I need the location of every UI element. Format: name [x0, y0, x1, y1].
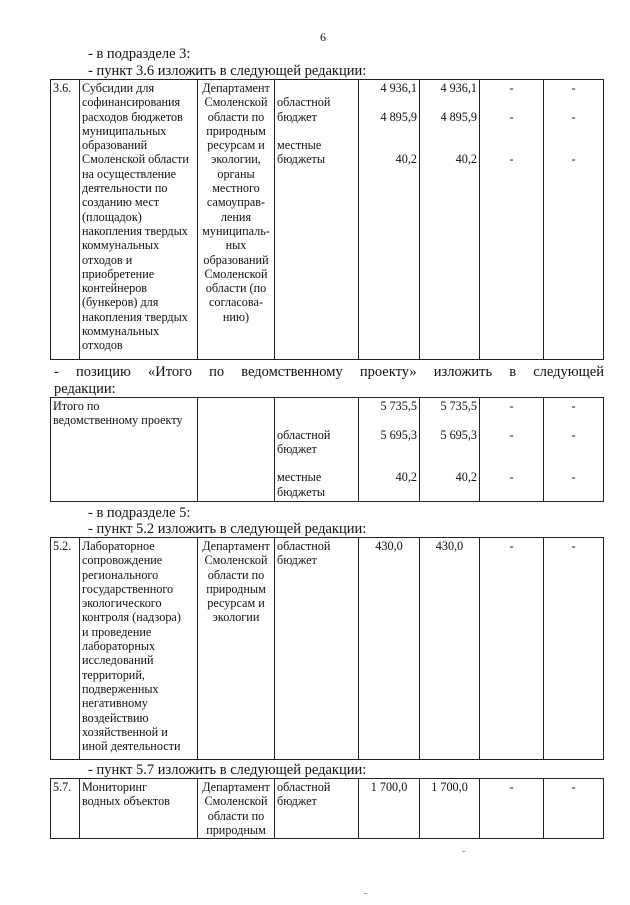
- year-1-amount-cell: [420, 80, 480, 360]
- cell-line: Смоленской: [204, 95, 268, 110]
- measure-name-cell: [80, 538, 198, 760]
- cell-line: 40,2: [455, 470, 477, 485]
- cell-line: [482, 442, 541, 456]
- cell-line: [482, 95, 541, 109]
- cell-line: приобретение: [82, 266, 155, 281]
- cell-line: исследований: [82, 653, 154, 668]
- total-label-cell: [51, 398, 198, 502]
- cell-line: -: [571, 81, 576, 95]
- cell-line: на осуществление: [82, 166, 177, 181]
- table-item-5-2: [50, 537, 604, 760]
- cell-line: иной деятельности: [82, 739, 181, 754]
- cell-line: [546, 456, 601, 470]
- cell-line: местные: [277, 470, 322, 485]
- cell-line: бюджет: [277, 109, 317, 124]
- cell-line: [361, 95, 417, 109]
- cell-line: экологии,: [211, 152, 261, 167]
- cell-line: областной: [277, 539, 331, 553]
- cell-line: отходов: [82, 338, 123, 353]
- year-3-amount-cell: [544, 80, 604, 360]
- cell-line: [361, 413, 417, 427]
- year-2-amount-cell: -: [480, 538, 544, 760]
- cell-line: -: [509, 427, 514, 442]
- cell-line: накопления твердых: [82, 223, 188, 238]
- itogo-heading-line2: редакции:: [54, 381, 116, 397]
- row-number: 5.2.: [51, 538, 80, 760]
- cell-line: накопления твердых: [82, 309, 188, 324]
- cell-line: областной: [277, 427, 331, 442]
- table-row: [51, 80, 604, 360]
- cell-line: [422, 124, 477, 138]
- funding-source-cell: [275, 398, 359, 502]
- cell-line: лабораторных: [82, 639, 156, 654]
- cell-line: экологии: [212, 610, 260, 625]
- cell-line: Лабораторное: [82, 539, 155, 553]
- year-1-amount-cell: [420, 398, 480, 502]
- cell-line: Смоленской: [204, 794, 268, 809]
- measure-name-cell: [80, 779, 198, 839]
- cell-line: [482, 413, 541, 427]
- cell-line: сопровождение: [82, 553, 163, 568]
- cell-line: образований: [203, 252, 269, 267]
- cell-line: [361, 442, 417, 456]
- total-amount-cell: 430,0: [359, 538, 420, 760]
- year-2-amount-cell: -: [480, 779, 544, 839]
- cell-line: образований: [82, 138, 148, 153]
- cell-line: -: [571, 427, 576, 442]
- cell-line: подверженных: [82, 681, 159, 696]
- cell-line: -: [571, 399, 576, 413]
- year-1-amount-cell: 430,0: [420, 538, 480, 760]
- cell-line: муниципальных: [82, 123, 167, 138]
- table-row: [51, 538, 604, 760]
- cell-line: 5 695,3: [440, 427, 477, 442]
- cell-line: [482, 456, 541, 470]
- funding-source-cell: [275, 80, 359, 360]
- cell-line: -: [509, 152, 514, 167]
- cell-line: ведомственному проекту: [53, 413, 183, 428]
- cell-line: хозяйственной и: [82, 724, 168, 739]
- total-amount-cell: [359, 80, 420, 360]
- cell-line: экологического: [82, 596, 162, 611]
- cell-line: -: [509, 399, 514, 413]
- cell-line: 5 735,5: [380, 399, 417, 413]
- year-3-amount-cell: -: [544, 538, 604, 760]
- cell-line: области по: [207, 808, 265, 823]
- cell-line: ных: [225, 238, 247, 253]
- cell-line: природным: [206, 822, 266, 837]
- cell-line: [361, 124, 417, 138]
- cell-line: [422, 413, 477, 427]
- cell-line: [422, 95, 477, 109]
- row-number: 5.7.: [51, 779, 80, 839]
- subsection-3-heading: - в подразделе 3:: [88, 46, 191, 62]
- year-3-amount-cell: -: [544, 779, 604, 839]
- cell-line: -: [571, 109, 576, 124]
- year-1-amount-cell: 1 700,0: [420, 779, 480, 839]
- cell-line: [277, 399, 356, 413]
- cell-line: 4 936,1: [440, 81, 477, 95]
- cell-line: [422, 442, 477, 456]
- cell-line: согласова-: [209, 295, 263, 310]
- cell-line: [277, 413, 356, 427]
- item-3-6-heading: - пункт 3.6 изложить в следующей редакции:: [88, 63, 367, 79]
- executor-cell: [198, 80, 275, 360]
- cell-line: Смоленской: [204, 553, 268, 568]
- cell-line: ления: [220, 209, 252, 224]
- cell-line: Департамент: [202, 539, 270, 553]
- year-2-amount-cell: [480, 80, 544, 360]
- year-2-amount-cell: [480, 398, 544, 502]
- year-3-amount-cell: [544, 398, 604, 502]
- table-row: [51, 398, 604, 502]
- cell-line: 40,2: [395, 152, 417, 167]
- cell-line: расходов бюджетов: [82, 109, 183, 124]
- cell-line: государственного: [82, 581, 174, 596]
- cell-line: ресурсам и: [207, 596, 265, 611]
- table-item-3-6: [50, 79, 604, 360]
- executor-cell: [198, 779, 275, 839]
- cell-line: [277, 81, 356, 95]
- cell-line: -: [509, 109, 514, 124]
- cell-line: [546, 138, 601, 152]
- cell-line: местного: [212, 181, 260, 196]
- cell-line: бюджет: [277, 441, 317, 456]
- cell-line: -: [509, 470, 514, 485]
- cell-line: Департамент: [202, 81, 270, 95]
- cell-line: областной: [277, 780, 331, 794]
- cell-line: природным: [206, 581, 266, 596]
- cell-line: [482, 124, 541, 138]
- cell-line: нию): [222, 309, 250, 324]
- cell-line: Департамент: [202, 780, 270, 794]
- scan-speck: [364, 893, 367, 894]
- cell-line: [361, 456, 417, 470]
- cell-line: бюджеты: [277, 152, 326, 167]
- cell-line: [546, 124, 601, 138]
- cell-line: области (по: [205, 281, 267, 296]
- cell-line: [361, 138, 417, 152]
- cell-line: (площадок): [82, 209, 142, 224]
- scan-speck: [462, 851, 465, 852]
- cell-line: водных объектов: [82, 794, 170, 809]
- cell-line: [546, 95, 601, 109]
- cell-line: бюджеты: [277, 484, 326, 499]
- cell-line: регионального: [82, 567, 159, 582]
- cell-line: [546, 442, 601, 456]
- cell-line: ресурсам и: [207, 138, 265, 153]
- cell-line: природным: [206, 123, 266, 138]
- item-5-2-heading: - пункт 5.2 изложить в следующей редакции:: [88, 521, 367, 537]
- cell-line: [422, 456, 477, 470]
- cell-line: областной: [277, 95, 331, 110]
- cell-line: самоуправ-: [206, 195, 266, 210]
- cell-line: -: [571, 470, 576, 485]
- cell-line: органы: [217, 166, 255, 181]
- subsection-5-heading: - в подразделе 5:: [88, 505, 191, 521]
- executor-cell: [198, 398, 275, 502]
- cell-line: [277, 124, 356, 138]
- cell-line: отходов и: [82, 252, 133, 267]
- cell-line: 4 895,9: [380, 109, 417, 124]
- table-itogo: [50, 397, 604, 502]
- cell-line: негативному: [82, 696, 148, 711]
- row-number: 3.6.: [51, 80, 80, 360]
- cell-line: [277, 456, 356, 470]
- cell-line: 40,2: [455, 152, 477, 167]
- page-number: 6: [320, 30, 326, 44]
- cell-line: (бункеров) для: [82, 295, 159, 310]
- cell-line: [546, 413, 601, 427]
- cell-line: созданию мест: [82, 195, 160, 210]
- cell-line: бюджет: [277, 794, 317, 809]
- cell-line: 5 735,5: [440, 399, 477, 413]
- cell-line: области по: [207, 567, 265, 582]
- total-amount-cell: [359, 398, 420, 502]
- cell-line: территорий,: [82, 667, 145, 682]
- cell-line: 40,2: [395, 470, 417, 485]
- cell-line: -: [571, 152, 576, 167]
- itogo-heading-line1: - позицию «Итого по ведомственному проекту» изложить в следующей: [54, 364, 604, 380]
- table-item-5-7: [50, 778, 604, 839]
- cell-line: софинансирования: [82, 95, 181, 110]
- cell-line: [482, 138, 541, 152]
- cell-line: Итого по: [53, 399, 100, 413]
- table-row: [51, 779, 604, 839]
- cell-line: контроля (надзора): [82, 610, 181, 625]
- item-5-7-heading: - пункт 5.7 изложить в следующей редакции:: [88, 762, 367, 778]
- cell-line: 4 936,1: [380, 81, 417, 95]
- cell-line: коммунальных: [82, 238, 160, 253]
- measure-name-cell: [80, 80, 198, 360]
- cell-line: Смоленской области: [82, 152, 189, 167]
- cell-line: и проведение: [82, 624, 152, 639]
- cell-line: 4 895,9: [440, 109, 477, 124]
- executor-cell: [198, 538, 275, 760]
- cell-line: воздействию: [82, 710, 149, 725]
- cell-line: местные: [277, 138, 322, 153]
- total-amount-cell: 1 700,0: [359, 779, 420, 839]
- cell-line: коммунальных: [82, 324, 160, 339]
- cell-line: [422, 138, 477, 152]
- cell-line: Мониторинг: [82, 780, 148, 794]
- cell-line: Субсидии для: [82, 81, 155, 95]
- funding-source-cell: [275, 779, 359, 839]
- cell-line: деятельности по: [82, 181, 168, 196]
- cell-line: -: [509, 81, 514, 95]
- cell-line: контейнеров: [82, 281, 148, 296]
- cell-line: Смоленской: [204, 266, 268, 281]
- funding-source-cell: [275, 538, 359, 760]
- cell-line: муниципаль-: [202, 223, 270, 238]
- cell-line: области по: [207, 109, 265, 124]
- cell-line: бюджет: [277, 553, 317, 568]
- cell-line: 5 695,3: [380, 427, 417, 442]
